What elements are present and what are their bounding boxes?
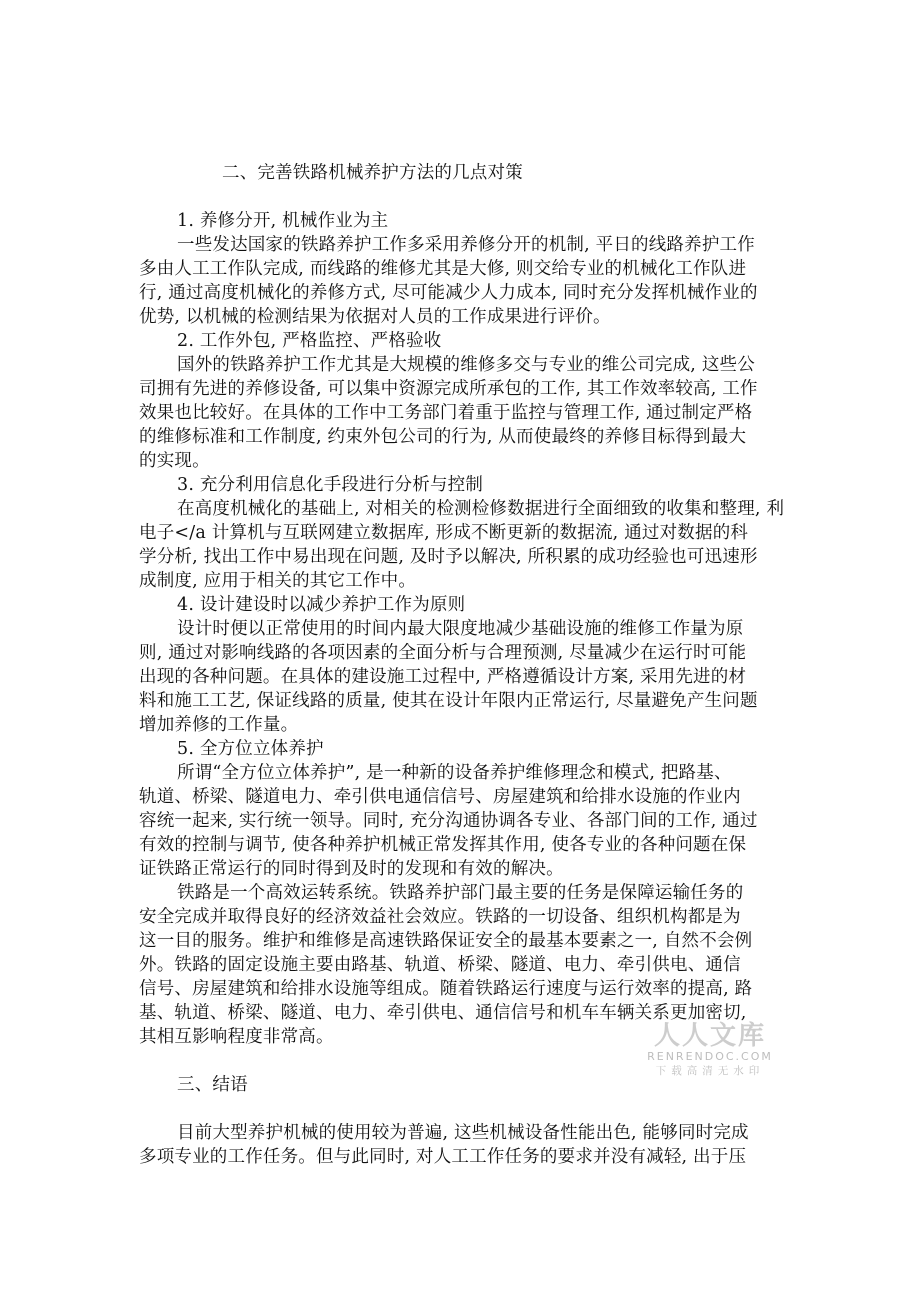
watermark-logo: [640, 1022, 780, 1082]
item-2-line: 效果也比较好。在具体的工作中工务部门着重于监控与管理工作, 通过制定严格: [139, 403, 753, 423]
item-2-line: 国外的铁路养护工作尤其是大规模的维修多交与专业的维公司完成, 这些公: [177, 355, 755, 375]
item-2-line: 的实现。: [139, 451, 210, 471]
item-5-heading: 5. 全方位立体养护: [177, 739, 324, 759]
conclusion-line: 多项专业的工作任务。但与此同时, 对人工工作任务的要求并没有减轻, 出于压: [139, 1147, 747, 1167]
item-3-heading: 3. 充分利用信息化手段进行分析与控制: [177, 475, 484, 495]
item-4-line: 设计时便以正常使用的时间内最大限度地减少基础设施的维修工作量为原: [177, 619, 744, 639]
item-4-line: 增加养修的工作量。: [139, 715, 299, 735]
watermark-logo-text: 人人文库: [653, 1021, 766, 1051]
item-4-line: 料和施工工艺, 保证线路的质量, 使其在设计年限内正常运行, 尽量避免产生问题: [139, 691, 758, 711]
item-3-line: 在高度机械化的基础上, 对相关的检测检修数据进行全面细致的收集和整理, 利: [177, 499, 785, 519]
conclusion-line: 目前大型养护机械的使用较为普遍, 这些机械设备性能出色, 能够同时完成: [177, 1123, 749, 1143]
item-2-line: 司拥有先进的养修设备, 可以集中资源完成所承包的工作, 其工作效率较高, 工作: [139, 379, 758, 399]
closing-paragraph-line: 外。铁路的固定设施主要由路基、轨道、桥梁、隧道、电力、牵引供电、通信: [139, 955, 741, 975]
item-5-line: 轨道、桥梁、隧道电力、牵引供电通信信号、房屋建筑和给排水设施的作业内: [139, 787, 741, 807]
item-3-line: 学分析, 找出工作中易出现在问题, 及时予以解决, 所积累的成功经验也可迅速形: [139, 547, 758, 567]
closing-paragraph-line: 安全完成并取得良好的经济效益社会效应。铁路的一切设备、组织机构都是为: [139, 907, 741, 927]
item-5-line: 容统一起来, 实行统一领导。同时, 充分沟通协调各专业、各部门间的工作, 通过: [139, 811, 758, 831]
item-4-line: 则, 通过对影响线路的各项因素的全面分析与合理预测, 尽量减少在运行时可能: [139, 643, 747, 663]
item-1-heading: 1. 养修分开, 机械作业为主: [177, 211, 389, 231]
item-2-heading: 2. 工作外包, 严格监控、严格验收: [177, 331, 442, 351]
closing-paragraph-line: 基、轨道、桥梁、隧道、电力、牵引供电、通信信号和机车车辆关系更加密切,: [139, 1003, 747, 1023]
watermark-tagline: 下载高清无水印: [655, 1065, 765, 1077]
item-3-line: 成制度, 应用于相关的其它工作中。: [139, 571, 417, 591]
item-5-line: 证铁路正常运行的同时得到及时的发现和有效的解决。: [139, 859, 564, 879]
closing-paragraph-line: 这一目的服务。维护和维修是高速铁路保证安全的最基本要素之一, 自然不会例: [139, 931, 753, 951]
item-1-line: 一些发达国家的铁路养护工作多采用养修分开的机制, 平日的线路养护工作: [177, 235, 755, 255]
closing-paragraph-line: 其相互影响程度非常高。: [139, 1027, 334, 1047]
watermark-site: RENRENDOC.COM: [647, 1050, 773, 1063]
item-5-line: 有效的控制与调节, 使各种养护机械正常发挥其作用, 使各专业的各种问题在保: [139, 835, 747, 855]
item-3-line: 电子</a 计算机与互联网建立数据库, 形成不断更新的数据流, 通过对数据的科: [139, 523, 749, 543]
item-1-line: 多由人工工作队完成, 而线路的维修尤其是大修, 则交给专业的机械化工作队进: [139, 259, 747, 279]
section-3-title: 三、结语: [177, 1075, 248, 1095]
item-4-line: 出现的各种问题。在具体的建设施工过程中, 严格遵循设计方案, 采用先进的材: [139, 667, 747, 687]
item-5-line: 所谓“全方位立体养护”, 是一种新的设备养护维修理念和模式, 把路基、: [177, 763, 732, 783]
item-2-line: 的维修标准和工作制度, 约束外包公司的行为, 从而使最终的养修目标得到最大: [139, 427, 747, 447]
section-2-title: 二、完善铁路机械养护方法的几点对策: [222, 163, 523, 183]
closing-paragraph-line: 铁路是一个高效运转系统。铁路养护部门最主要的任务是保障运输任务的: [177, 883, 744, 903]
item-1-line: 行, 通过高度机械化的养修方式, 尽可能减少人力成本, 同时充分发挥机械作业的: [139, 283, 758, 303]
item-1-line: 优势, 以机械的检测结果为依据对人员的工作成果进行评价。: [139, 307, 611, 327]
closing-paragraph-line: 信号、房屋建筑和给排水设施等组成。随着铁路运行速度与运行效率的提高, 路: [139, 979, 753, 999]
item-4-heading: 4. 设计建设时以减少养护工作为原则: [177, 595, 466, 615]
